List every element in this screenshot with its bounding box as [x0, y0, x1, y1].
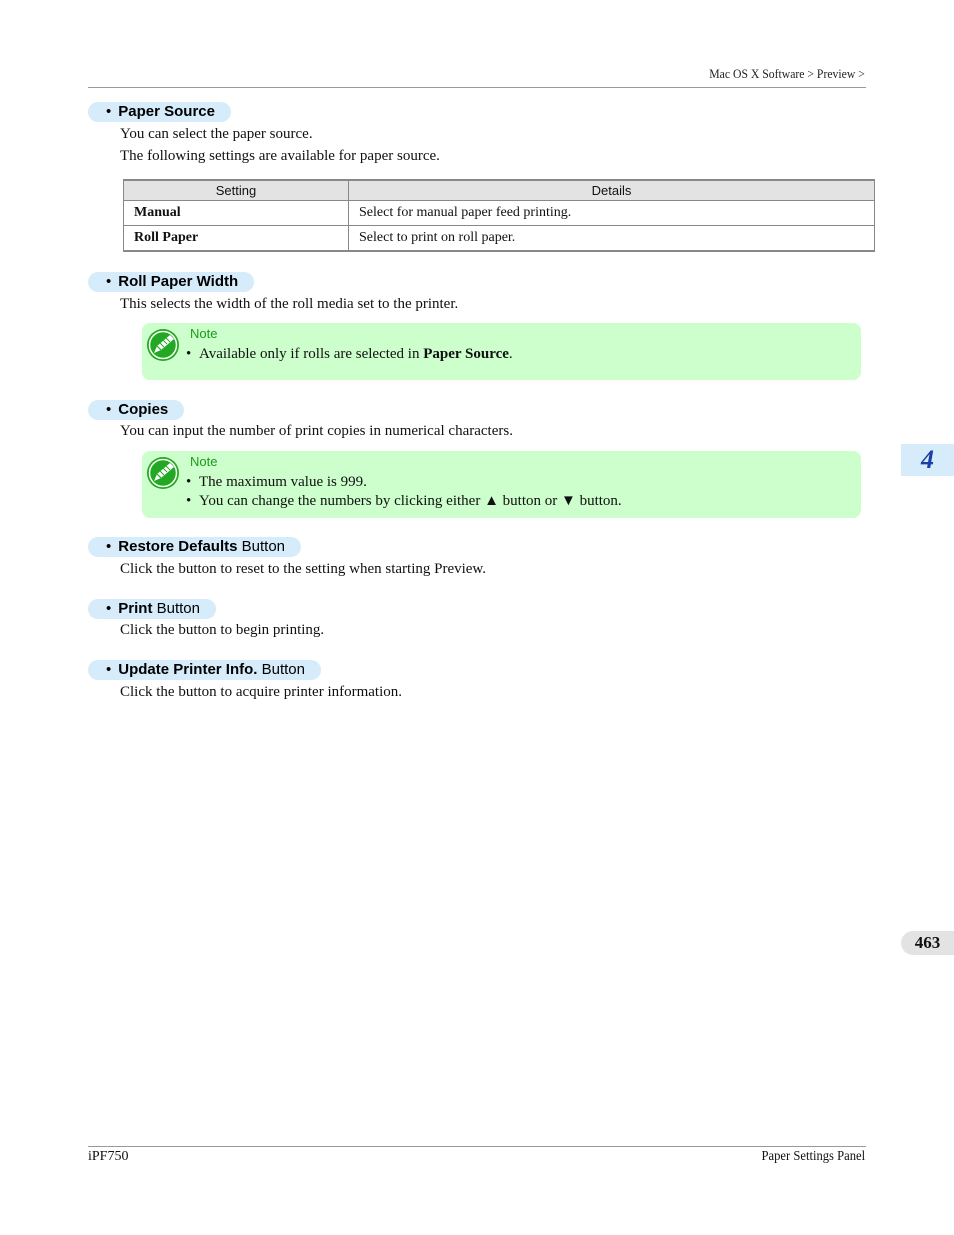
note-title: Note — [190, 326, 218, 341]
note-title: Note — [190, 454, 218, 469]
note-emphasis: Paper Source — [423, 346, 509, 362]
paper-source-table — [123, 179, 875, 252]
print-desc: Click the button to begin printing. — [120, 622, 325, 638]
table-header-row — [124, 180, 875, 201]
table-row — [124, 226, 875, 252]
section-heading-restore-defaults: • Restore Defaults Button — [88, 537, 301, 557]
footer-section-title: Paper Settings Panel — [761, 1149, 865, 1164]
note-item: • Available only if rolls are selected in Paper Source. — [186, 346, 513, 362]
table-cell-setting: Manual — [124, 201, 349, 226]
note-list — [186, 473, 622, 511]
table-header-details: Details — [349, 180, 875, 201]
note-item: • The maximum value is 999. — [186, 474, 367, 490]
heading-text: Roll Paper Width — [118, 273, 239, 290]
table-cell-details: Select to print on roll paper. — [349, 226, 875, 252]
section-heading-paper-source: • Paper Source — [88, 102, 231, 122]
note-pencil-icon — [146, 456, 180, 490]
footer-divider — [88, 1146, 866, 1147]
section-heading-roll-paper-width: • Roll Paper Width — [88, 272, 254, 292]
page-number: 463 — [901, 931, 954, 955]
chapter-tab[interactable]: 4 — [901, 444, 954, 476]
heading-text: Restore Defaults — [118, 538, 238, 555]
restore-defaults-desc: Click the button to reset to the setting when starting Preview. — [120, 561, 487, 577]
table-cell-setting: Roll Paper — [124, 226, 349, 252]
copies-desc: You can input the number of print copies in numerical characters. — [120, 423, 513, 439]
footer-model: iPF750 — [88, 1149, 129, 1164]
heading-text: Print — [118, 600, 153, 617]
paper-source-desc-1: You can select the paper source. — [120, 126, 313, 142]
update-printer-info-desc: Click the button to acquire printer information. — [120, 684, 403, 700]
note-box-copies — [142, 451, 861, 518]
section-heading-copies: • Copies — [88, 400, 184, 420]
note-list — [186, 345, 513, 364]
heading-text: Paper Source — [118, 103, 215, 120]
section-heading-print: • Print Button — [88, 599, 216, 619]
heading-text: Copies — [118, 401, 169, 418]
note-item: • You can change the numbers by clicking either ▲ button or ▼ button. — [186, 493, 622, 509]
table-header-setting: Setting — [124, 180, 349, 201]
section-heading-update-printer-info: • Update Printer Info. Button — [88, 660, 321, 680]
header-divider — [88, 87, 866, 88]
roll-paper-width-desc: This selects the width of the roll media set to the printer. — [120, 296, 459, 312]
heading-text: Update Printer Info. — [118, 661, 258, 678]
note-pencil-icon — [146, 328, 180, 362]
note-box-roll-paper-width — [142, 323, 861, 380]
paper-source-desc-2: The following settings are available for paper source. — [120, 148, 440, 164]
breadcrumb: Mac OS X Software > Preview > — [709, 66, 865, 81]
table-cell-details: Select for manual paper feed printing. — [349, 201, 875, 226]
table-row — [124, 201, 875, 226]
